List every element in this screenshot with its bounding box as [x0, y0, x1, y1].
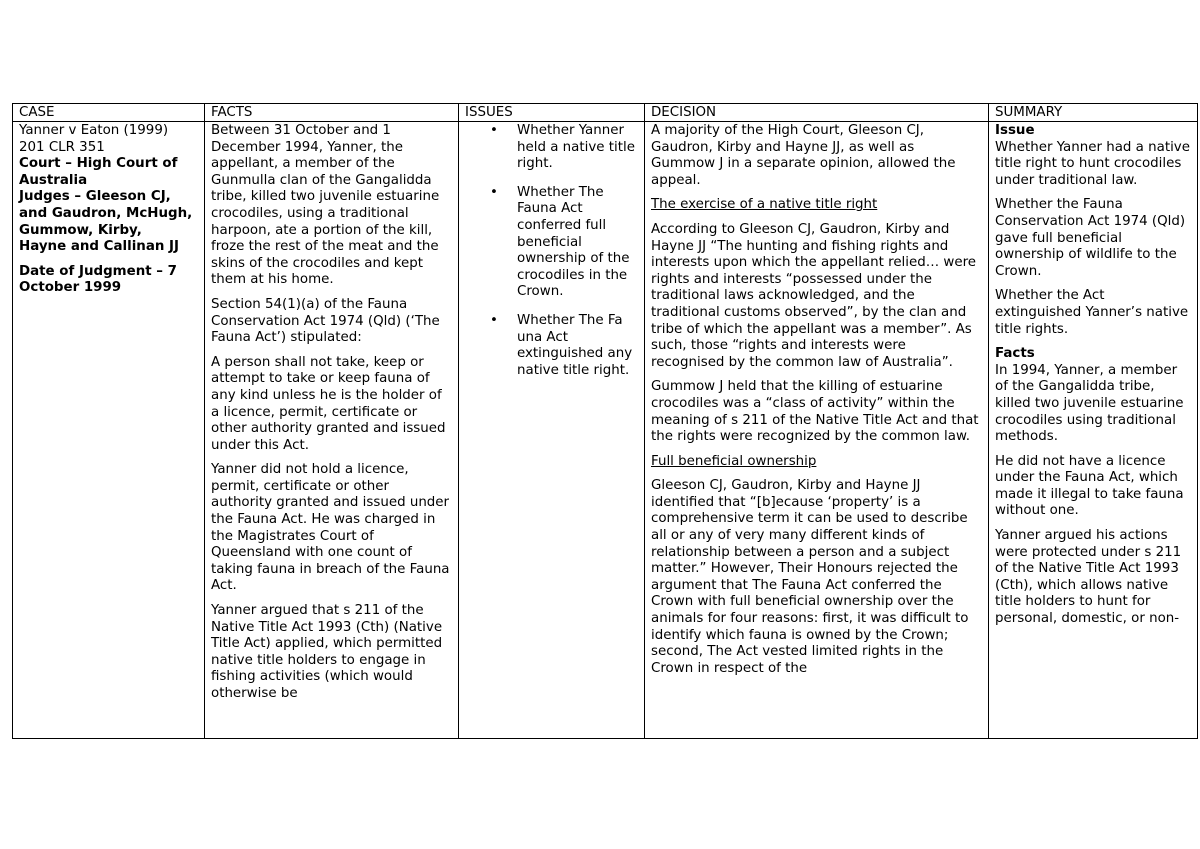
list-item — [459, 313, 638, 379]
summary-paragraph: Whether Yanner had a native title right to hunt crocodiles under traditional law. — [995, 139, 1190, 188]
summary-paragraph: In 1994, Yanner, a member of the Gangalidda tribe, killed two juvenile estuarine crocodiles using traditional methods. — [995, 362, 1184, 445]
decision-column — [644, 104, 988, 738]
facts-paragraph: Between 31 October and 1 December 1994, Yanner, the appellant, a member of the Gunmulla clan of the Gangalidda tribe, killed two juvenile estuarine crocodiles, using a traditional harpoon, ate a portion of the kill, froze the rest of the meat and the skins of the crocodiles and kept them at his home. — [211, 123, 440, 288]
facts-paragraph: Yanner argued that s 211 of the Native Title Act 1993 (Cth) (Native Title Act) applied, which permitted native title holders to engage in fishing activities (which would otherwise be — [211, 603, 443, 701]
summary-column — [988, 104, 1197, 738]
facts-paragraph: Section 54(1)(a) of the Fauna Conservation Act 1974 (Qld) (‘The Fauna Act’) stipulated: — [211, 296, 440, 346]
decision-cell — [645, 122, 988, 677]
case-cell — [13, 122, 204, 297]
facts-cell — [205, 122, 458, 703]
case-column — [13, 104, 204, 738]
summary-paragraph: Whether the Fauna Conservation Act 1974 (Qld) gave full beneficial ownership of wildlife to the Crown. — [995, 197, 1186, 279]
case-court: Court – High Court of Australia — [19, 156, 178, 188]
bullet-icon: • — [490, 123, 498, 138]
case-report: 201 CLR 351 — [19, 139, 105, 155]
bullet-icon: • — [490, 312, 498, 328]
case-judges: Judges – Gleeson CJ, and Gaudron, McHugh, Gummow, Kirby, — [19, 189, 193, 238]
decision-header: DECISION — [645, 104, 988, 122]
facts-header: FACTS — [205, 104, 458, 122]
decision-heading: Full beneficial ownership — [651, 453, 817, 469]
facts-column — [204, 104, 458, 738]
decision-paragraph: Gummow J held that the killing of estuarine crocodiles was a “class of activity” within the meaning of s 211 of the Native Title Act and that the rights were recognized by the common law. — [651, 379, 979, 445]
case-table — [12, 103, 1198, 739]
summary-issue-heading: Issue — [995, 123, 1035, 138]
case-judges-cont: Hayne and Callinan JJ — [19, 239, 180, 255]
issues-header: ISSUES — [459, 104, 644, 122]
bullet-icon: • — [490, 184, 498, 200]
list-item — [459, 123, 638, 173]
summary-paragraph: Whether the Act extinguished Yanner’s native title rights. — [995, 288, 1189, 337]
facts-paragraph: Yanner did not hold a licence, permit, certificate or other authority granted and issued under the Fauna Act. He was charged in the Magistrates Court of Queensland with one count of taking fauna in breach of the Fauna Act. — [211, 462, 450, 594]
decision-paragraph: Gleeson CJ, Gaudron, Kirby and Hayne JJ identified that “[b]ecause ‘property’ is a comprehensive term it can be used to describe all or any of very many different kinds of relationship between a person and a subject matter.” However, Their Honours rejected the argument that The Fauna Act conferred the Crown with full beneficial ownership over the animals for four reasons: first, it was difficult to identify which fauna is owned by the Crown; second, The Act vested limited rights in the Crown in respect of the — [651, 478, 969, 676]
decision-heading: The exercise of a native title right — [651, 197, 878, 213]
issues-column — [458, 104, 644, 738]
summary-header: SUMMARY — [989, 104, 1197, 122]
issue-text: Whether Yanner held a native title right. — [517, 123, 635, 172]
decision-intro: A majority of the High Court, Gleeson CJ, Gaudron, Kirby and Hayne JJ, as well as Gummow J in a separate opinion, allowed the appeal. — [651, 123, 956, 188]
facts-quote: A person shall not take, keep or attempt to take or keep fauna of any kind unless he is the holder of a licence, permit, certificate or other authority granted and issued under this Act. — [211, 354, 446, 453]
list-item — [459, 185, 638, 301]
issues-cell — [459, 122, 644, 379]
issue-text: Whether The Fa una Act extinguished any native title right. — [517, 312, 633, 378]
decision-paragraph: According to Gleeson CJ, Gaudron, Kirby and Hayne JJ “The hunting and fishing rights and interests upon which the appellant relied… were rights and interests “possessed under the traditional laws acknowledged, and the traditional customs observed”, by the clan and tribe of which the appellant was a member”. As such, those “rights and interests were recognised by the common law of Australia”. — [651, 221, 977, 370]
issue-text: Whether The Fauna Act conferred full beneficial ownership of the crocodiles in the Crown. — [517, 184, 630, 300]
case-header: CASE — [13, 104, 204, 122]
summary-paragraph: He did not have a licence under the Fauna Act, which made it illegal to take fauna without one. — [995, 453, 1184, 519]
case-date: Date of Judgment – 7 October 1999 — [19, 263, 177, 296]
summary-facts-heading: Facts — [995, 346, 1035, 362]
issues-list — [459, 123, 638, 379]
summary-paragraph: Yanner argued his actions were protected under s 211 of the Native Title Act 1993 (Cth), which allows native title holders to hunt for personal, domestic, or non- — [995, 528, 1182, 627]
summary-cell — [989, 122, 1197, 628]
case-citation: Yanner v Eaton (1999) — [19, 123, 169, 138]
